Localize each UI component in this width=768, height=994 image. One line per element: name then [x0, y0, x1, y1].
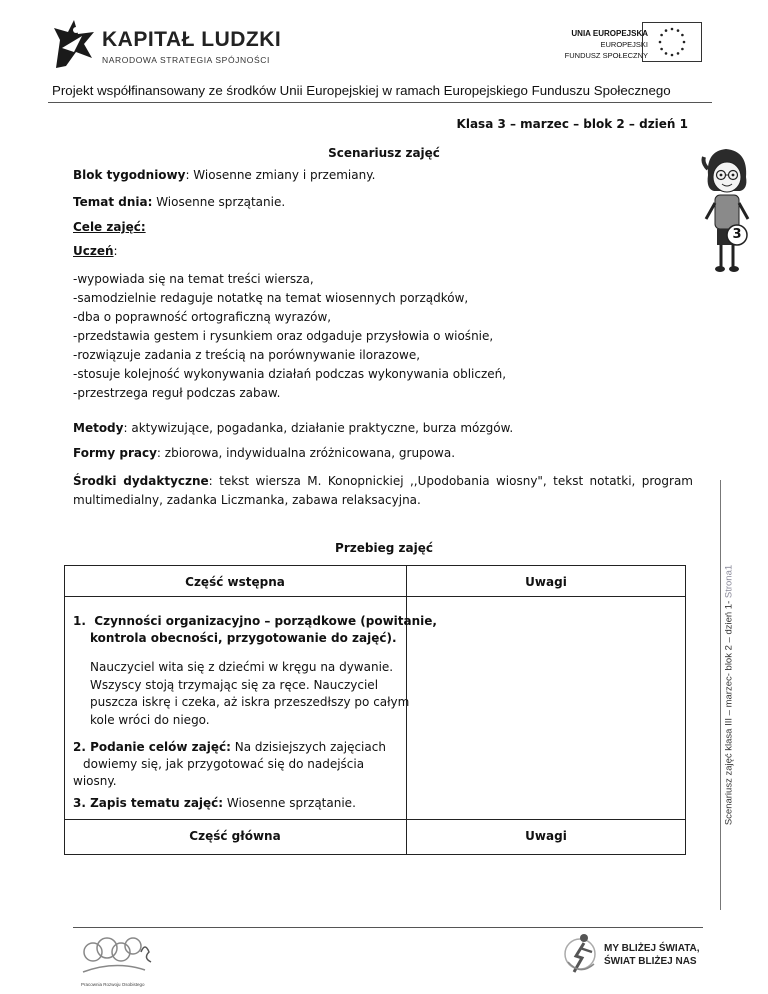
mascot: [700, 145, 754, 275]
motto-logo: [562, 930, 712, 985]
side-footer-text: [724, 565, 735, 825]
people-circles-icon: [75, 930, 175, 980]
eu-line-2: EUROPEJSKI: [600, 40, 648, 49]
step-2-text-3: wiosny.: [73, 774, 117, 788]
aids-value: : tekst wiersza M. Konopnickiej ,,Upodobania wiosny", tekst notatki, program multimedialny, zadanka Liczmanka, zabawa relaksacyjna.: [73, 474, 693, 507]
motto-line-1: MY BLIŻEJ ŚWIATA,: [604, 943, 700, 954]
step-1-text-line: kole wróci do niego.: [90, 712, 210, 727]
class-info: Klasa 3 – marzec – blok 2 – dzień 1: [456, 117, 688, 131]
step-1-number: 1.: [73, 614, 86, 628]
step-2-label: 2. Podanie celów zajęć:: [73, 740, 231, 754]
step-1-text-line: Wszyscy stoją trzymając się za ręce. Nauczyciel: [90, 677, 379, 692]
mascot-badge: 3: [732, 227, 742, 242]
side-footer-part-1: Scenariusz zajęć klasa III – marzec- blok 2 – dzień 1-: [723, 600, 735, 826]
step-1-title: [73, 613, 437, 647]
footer-divider: [73, 927, 703, 928]
footer-left-caption: Pracownia Rozwoju Osobistego: [81, 982, 145, 987]
self-logo: [75, 930, 175, 990]
eu-line-3: FUNDUSZ SPOŁECZNY: [564, 51, 648, 60]
header-divider: [48, 102, 712, 103]
goal-item: -dba o poprawność ortograficzną wyrazów,: [73, 310, 332, 324]
goal-item: -samodzielnie redaguje notatkę na temat wiosennych porządków,: [73, 291, 469, 305]
methods: [73, 421, 513, 435]
step-3: [73, 796, 356, 810]
step-1-title-line-1: Czynności organizacyjno – porządkowe (powitanie,: [94, 614, 437, 628]
step-1-title-line-2: kontrola obecności, przygotowanie do zajęć).: [90, 631, 397, 645]
goal-item: -rozwiązuje zadania z treścią na porównywanie ilorazowe,: [73, 348, 421, 362]
goals-heading: [73, 220, 146, 234]
col-intro-heading: Część wstępna: [185, 575, 285, 589]
goal-item: -przedstawia gestem i rysunkiem oraz odgaduje przysłowia o wiośnie,: [73, 329, 494, 343]
methods-label: Metody: [73, 421, 124, 435]
funding-note: Projekt współfinansowany ze środków Unii Europejskiej w ramach Europejskiego Funduszu Społecznego: [52, 83, 671, 98]
topic-value: Wiosenne sprzątanie.: [152, 195, 286, 209]
goal-item: -stosuje kolejność wykonywania działań podczas wykonywania obliczeń,: [73, 367, 507, 381]
eu-flag: [642, 22, 702, 62]
side-footer: [722, 480, 736, 910]
eu-stars-icon: [643, 23, 701, 61]
col-main-heading: Część główna: [189, 829, 281, 843]
goals-list: [73, 270, 506, 403]
eu-line-1: UNIA EUROPEJSKA: [571, 29, 648, 38]
aids-label: Środki dydaktyczne: [73, 474, 209, 488]
step-3-text: Wiosenne sprzątanie.: [223, 796, 356, 810]
kapital-ludzki-emblem-icon: [52, 18, 98, 70]
motto-text: [604, 942, 700, 968]
student-heading: [73, 244, 118, 258]
program-logo-title: KAPITAŁ LUDZKI: [102, 28, 282, 51]
methods-value: : aktywizujące, pogadanka, działanie praktyczne, burza mózgów.: [123, 421, 514, 435]
side-footer-rule: [720, 480, 721, 910]
student-label: Uczeń: [73, 244, 114, 258]
program-logo-subtitle: NARODOWA STRATEGIA SPÓJNOŚCI: [102, 55, 270, 65]
goal-item: -przestrzega reguł podczas zabaw.: [73, 386, 281, 400]
side-footer-page: Strona1: [723, 564, 735, 601]
day-topic: [73, 195, 285, 209]
table-header-divider: [64, 596, 686, 597]
goals-label: Cele zajęć:: [73, 220, 146, 234]
girl-mascot-icon: [700, 145, 754, 275]
work-forms: [73, 446, 455, 460]
forms-value: : zbiorowa, indywidualna zróżnicowana, grupowa.: [156, 446, 456, 460]
weekly-block-value: : Wiosenne zmiany i przemiany.: [185, 168, 376, 182]
weekly-block-label: Blok tygodniowy: [73, 168, 186, 182]
eu-label: [565, 28, 648, 61]
step-1-text-line: puszcza iskrę i czeka, aż iskra przeszedłszy po całym: [90, 695, 410, 709]
teaching-aids: [73, 472, 693, 510]
step-2-text-1: Na dzisiejszych zajęciach: [230, 740, 386, 754]
forms-label: Formy pracy: [73, 446, 157, 460]
document-title: Scenariusz zajęć: [328, 146, 440, 160]
step-1-text: [90, 659, 409, 729]
step-2-text-2: dowiemy się, jak przygotować się do nadejścia: [83, 757, 365, 771]
goal-item: -wypowiada się na temat treści wiersza,: [73, 272, 314, 286]
col-notes-heading: Uwagi: [525, 575, 567, 589]
step-3-label: 3. Zapis tematu zajęć:: [73, 796, 224, 810]
col-main-notes-heading: Uwagi: [525, 829, 567, 843]
course-title: Przebieg zajęć: [335, 541, 433, 555]
step-2: [73, 739, 386, 790]
topic-label: Temat dnia:: [73, 195, 153, 209]
student-colon: :: [113, 244, 118, 258]
weekly-block: [73, 168, 375, 182]
kapital-ludzki-logo: [52, 18, 282, 76]
step-1-text-line: Nauczyciel wita się z dziećmi w kręgu na dywanie.: [90, 660, 394, 674]
table-main-divider: [64, 819, 686, 820]
motto-line-2: ŚWIAT BLIŻEJ NAS: [604, 956, 697, 967]
globe-figure-icon: [562, 932, 602, 982]
